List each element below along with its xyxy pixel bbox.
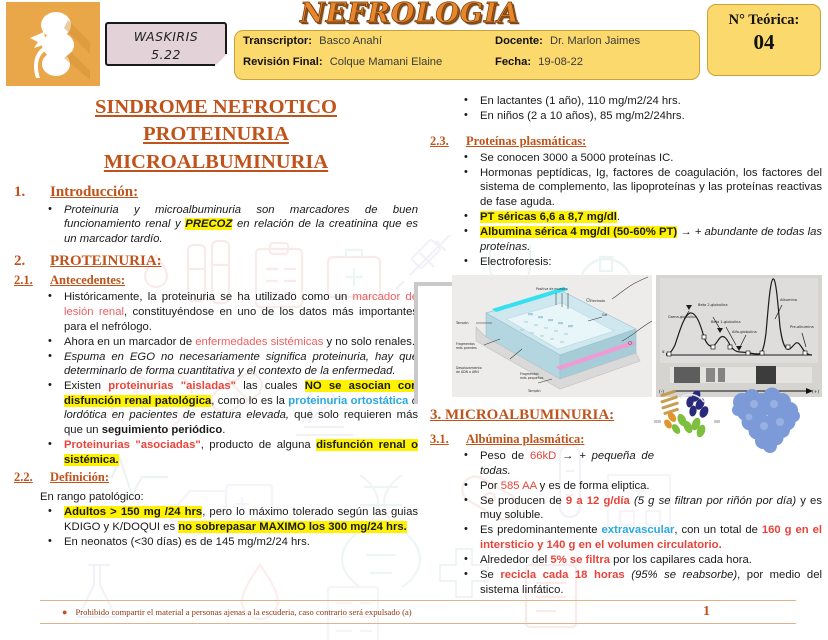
page-title <box>14 94 418 176</box>
list-item: • Por 585 AA y es de forma eliptica. <box>456 479 822 494</box>
proteinas-list <box>430 151 822 270</box>
antecedentes-list <box>14 290 418 467</box>
list-item: • Existen proteinurias "aisladas" las cuales NO se asocian con disfunción renal patológica, como lo es la proteinuria ortostática o lordótica en pacientes de estatura elevada, que solo requieren más que un seguimiento periódico. <box>40 379 418 437</box>
list-item: • Peso de 66kD → + pequeña de todas. <box>456 449 822 478</box>
svg-text:Positiva de muestra: Positiva de muestra <box>536 287 568 292</box>
docente-value: Dr. Marlon Jaimes <box>549 35 641 47</box>
svg-text:Fragmentos: Fragmentos <box>456 342 475 347</box>
gel-electrophoresis-diagram <box>452 275 652 397</box>
fecha-label: Fecha: <box>495 56 532 68</box>
revision-row <box>243 56 495 77</box>
left-column <box>14 94 418 550</box>
list-item: • Electroforesis: <box>456 255 822 270</box>
densitometry-graph <box>656 275 822 397</box>
footer-notice: Prohibido compartir el material a personas ajenas a la escuderia, caso contrario será expulsado (a) <box>75 607 412 617</box>
list-item: • Adultos > 150 mg /24 hrs, pero lo máximo tolerado según las guias KDIGO y K/DOQUI es no sobrepasar MAXIMO los 300 mg/24 hrs. <box>40 505 418 534</box>
fecha-row <box>495 56 583 77</box>
document-header <box>0 0 828 92</box>
fecha-value: 19-08-22 <box>538 56 583 68</box>
definicion-list <box>14 505 418 549</box>
list-item: • Proteinuria y microalbuminuria son marcadores de buen funcionamiento renal y PRECOZ en relación de la creatinina que es un marcador tardío. <box>40 203 418 247</box>
title-line-1: SINDROME NEFROTICO <box>94 96 338 118</box>
heading-definicion <box>14 470 418 485</box>
credits-box <box>234 30 700 80</box>
albumin-space-filling-structure <box>732 388 800 454</box>
svg-text:Electrodo: Electrodo <box>590 299 606 304</box>
introduccion-list <box>14 203 418 247</box>
list-item: • Se conocen 3000 a 5000 proteínas IC. <box>456 151 822 166</box>
heading-antecedentes-num: 2.1. <box>14 273 33 288</box>
list-item: • Ahora en un marcador de enfermedades sistémicas y no solo renales. <box>40 335 418 350</box>
heading-antecedentes <box>14 273 418 288</box>
heading-albumina-num: 3.1. <box>430 432 449 447</box>
list-item: • En neonatos (<30 días) es de 145 mg/m2/24 hrs. <box>40 535 418 550</box>
heading-introduccion <box>14 184 418 201</box>
lecture-number: 04 <box>753 30 775 54</box>
list-item: • Alrededor del 5% se filtra por los capilares cada hora. <box>456 553 822 568</box>
svg-text:Fragmentos: Fragmentos <box>520 372 539 377</box>
list-item: • Se producen de 9 a 12 g/día (5 g se filtran por riñón por día) y es muy soluble. <box>456 494 822 523</box>
lecture-number-box <box>707 4 821 76</box>
svg-text:Tampón: Tampón <box>456 321 469 326</box>
heading-definicion-num: 2.2. <box>14 470 33 485</box>
kidney-icon <box>16 8 90 80</box>
svg-text:de ADN o ARN: de ADN o ARN <box>456 370 479 375</box>
title-line-3: MICROALBUMINURIA <box>103 150 329 173</box>
waskiris-name: WASKIRIS <box>133 29 199 44</box>
revision-value: Colque Mamani Elaine <box>329 56 443 68</box>
list-item: • Espuma en EGO no necesariamente significa proteinuria, hay que determinarlo de forma cuantitativa y el contexto de la enfermedad. <box>40 350 418 379</box>
lecture-label: N° Teórica: <box>728 12 800 28</box>
svg-text:Gel: Gel <box>602 313 608 318</box>
docente-row <box>495 35 640 56</box>
heading-microalbuminuria-num: 3. <box>430 407 442 424</box>
waskiris-version: 5.22 <box>151 47 181 63</box>
course-title: NEFROLOGIA <box>300 0 520 29</box>
transcriptor-value: Basco Anahí <box>319 35 382 47</box>
svg-text:(+): (+) <box>812 390 820 396</box>
list-item: • En lactantes (1 año), 110 mg/m2/24 hrs. <box>456 94 822 109</box>
svg-text:Tampón: Tampón <box>528 389 541 394</box>
heading-proteinuria-text: PROTEINURIA: <box>50 253 162 270</box>
definicion-lead: En rango patológico: <box>40 491 144 504</box>
heading-definicion-text: Definición: <box>50 470 110 485</box>
svg-text:Beta 1-globulina: Beta 1-globulina <box>711 320 741 325</box>
list-item: • Históricamente, la proteinuria se ha utilizado como un marcador de lesión renal, constituyéndose en uno de los datos más importantes para el nefrólogo. <box>40 290 418 334</box>
protein-structure-images <box>654 384 822 462</box>
svg-text:Pre-albumina: Pre-albumina <box>790 325 814 330</box>
heading-proteinuria-num: 2. <box>14 253 26 270</box>
heading-introduccion-num: 1. <box>14 183 26 200</box>
heading-antecedentes-text: Antecedentes: <box>50 273 125 288</box>
svg-text:(-): (-) <box>659 390 665 396</box>
svg-text:Albumina: Albumina <box>780 298 797 303</box>
docente-label: Docente: <box>495 35 543 47</box>
kidney-logo <box>6 2 100 86</box>
waskiris-badge <box>105 22 227 66</box>
list-item: • Se recicla cada 18 horas (95% se reabsorbe), por medio del sistema linfático. <box>456 568 822 597</box>
definicion-list-cont <box>430 94 822 124</box>
figure-connector-line <box>414 282 454 404</box>
list-item: • En niños (2 a 10 años), 85 mg/m2/24hrs. <box>456 109 822 124</box>
electrophoresis-figures <box>430 275 822 397</box>
page-number: 1 <box>703 604 710 619</box>
right-column <box>430 92 822 598</box>
svg-text:α: α <box>662 349 665 355</box>
revision-label: Revisión Final: <box>243 56 323 68</box>
list-item: • Albumina sérica 4 mg/dl (50-60% PT) → + abundante de todas las proteínas. <box>456 225 822 254</box>
svg-text:Alfa-globulina: Alfa-globulina <box>732 330 757 335</box>
heading-albumina-text: Albúmina plasmática: <box>466 432 585 447</box>
list-item: • Proteinurias "asociadas", producto de alguna disfunción renal o sistémica. <box>40 438 418 467</box>
ribbon-protein-structure <box>660 389 710 439</box>
transcriptor-label: Transcriptor: <box>243 35 313 47</box>
transcriptor-row <box>243 35 495 56</box>
heading-microalbuminuria-text: MICROALBUMINURIA: <box>445 407 615 424</box>
heading-proteinas-num: 2.3. <box>430 133 449 148</box>
svg-text:Beta 2-globulina: Beta 2-globulina <box>698 303 728 308</box>
footer-bullet-icon: ● <box>62 607 68 617</box>
svg-text:más pequeños: más pequeños <box>520 376 544 381</box>
svg-text:Desplazamiento: Desplazamiento <box>456 366 482 371</box>
heading-proteinas-text: Proteínas plasmáticas: <box>466 133 587 148</box>
heading-proteinas-plasmaticas <box>430 134 822 149</box>
list-item: • Es predominantemente extravascular, con un total de 160 g en el intersticio y 140 g en el volumen circulatorio. <box>456 523 822 552</box>
title-line-2: PROTEINURIA <box>143 123 289 146</box>
page-footer <box>40 600 796 624</box>
svg-text:más grandes: más grandes <box>456 346 477 351</box>
albumina-list <box>430 449 822 597</box>
heading-introduccion-text: Introducción: <box>50 183 139 200</box>
list-item: • PT séricas 6,6 a 8,7 mg/dl. <box>456 210 822 225</box>
svg-text:Gama-globulina: Gama-globulina <box>668 315 697 320</box>
list-item: • Hormonas peptídicas, Ig, factores de coagulación, los factores del sistema de complemento, las lipoproteínas y las proteínas reactivas de fase aguda. <box>456 166 822 210</box>
heading-proteinuria <box>14 253 418 270</box>
